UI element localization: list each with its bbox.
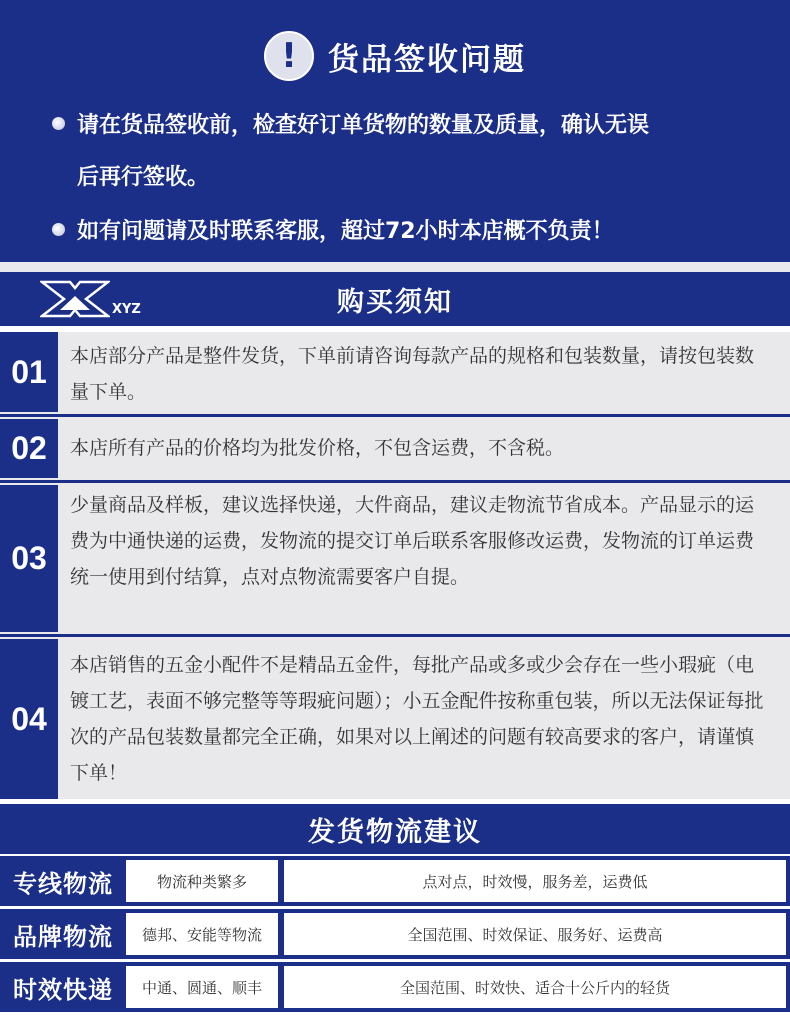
signing-line-2 (77, 160, 209, 191)
notice-item (0, 485, 790, 632)
item-number: 04 (0, 639, 58, 799)
signing-line-1 (52, 108, 649, 139)
item-number: 03 (0, 485, 58, 632)
signing-text-1: 请在货品签收前，检查好订单货物的数量及质量，确认无误 (77, 113, 650, 138)
logistics-examples: 德邦、安能等物流 (126, 913, 278, 955)
logistics-row (0, 856, 790, 906)
signing-text-3: 如有问题请及时联系客服，超过72小时本店概不负责！ (77, 219, 614, 244)
logistics-type: 专线物流 (13, 869, 113, 898)
notice-item (0, 332, 790, 412)
logistics-features: 全国范围、时效快、适合十公斤内的轻货 (284, 966, 786, 1008)
notice-item (0, 639, 790, 799)
signing-title: 货品签收问题 (328, 41, 526, 78)
divider (0, 632, 790, 639)
logistics-title: 发货物流建议 (0, 804, 790, 854)
item-text: 本店销售的五金小配件不是精品五金件，每批产品或多或少会存在一些小瑕疵（电镀工艺，表面不够完整等等瑕疵问题）；小五金配件按称重包装，所以无法保证每批次的产品包装数量都完全正确，如果对以上阐述的问题有较高要求的客户，请谨慎下单！ (70, 654, 764, 784)
item-text: 少量商品及样板，建议选择快递，大件商品，建议走物流节省成本。产品显示的运费为中通快递的运费，发物流的提交订单后联系客服修改运费，发物流的订单运费统一使用到付结算，点对点物流需要客户自提。 (70, 494, 755, 588)
logistics-examples: 中通、圆通、顺丰 (126, 966, 278, 1008)
divider (0, 478, 790, 485)
logistics-type: 品牌物流 (13, 922, 113, 951)
signing-section (0, 0, 790, 262)
logo-text: XYZ (112, 302, 141, 317)
logistics-type: 时效快递 (13, 975, 113, 1004)
item-number: 02 (0, 419, 58, 478)
item-text: 本店部分产品是整件发货，下单前请咨询每款产品的规格和包装数量，请按包装数量下单。 (70, 345, 755, 403)
divider (0, 262, 790, 272)
signing-header (0, 28, 790, 84)
logistics-row (0, 909, 790, 959)
logistics-features: 全国范围、时效保证、服务好、运费高 (284, 913, 786, 955)
bullet-icon (52, 117, 65, 130)
item-text: 本店所有产品的价格均为批发价格，不包含运费，不含税。 (70, 437, 565, 459)
notice-header (0, 272, 790, 326)
logistics-row (0, 962, 790, 1012)
bullet-icon (52, 223, 65, 236)
logistics-features: 点对点，时效慢，服务差，运费低 (284, 860, 786, 902)
signing-text-2: 后再行签收。 (77, 165, 210, 190)
divider (0, 412, 790, 419)
item-number: 01 (0, 332, 58, 412)
notice-title: 购买须知 (337, 286, 453, 318)
notice-item (0, 419, 790, 478)
logistics-examples: 物流种类繁多 (126, 860, 278, 902)
signing-line-3 (52, 214, 614, 245)
exclamation-icon: ! (264, 31, 314, 81)
